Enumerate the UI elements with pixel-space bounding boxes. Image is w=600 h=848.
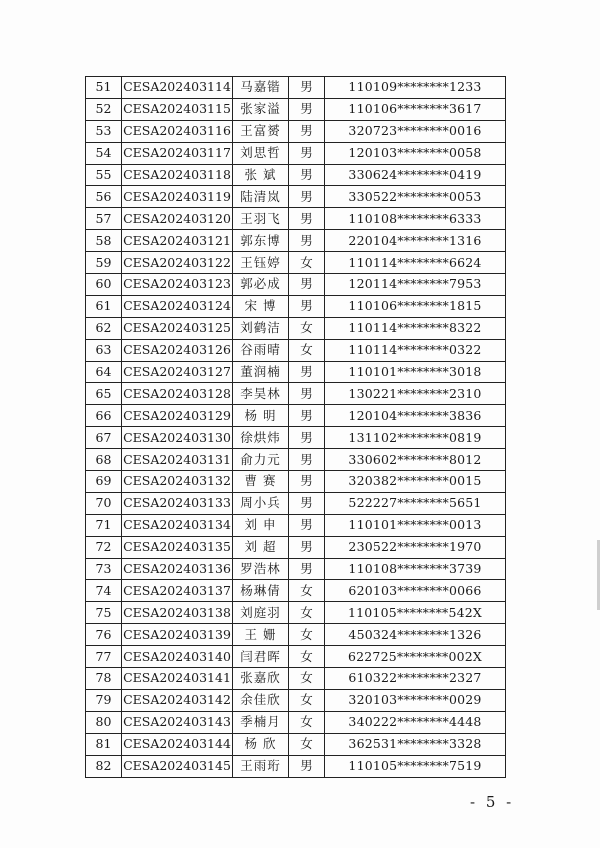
cell-number: 57 [86, 208, 122, 230]
cell-id-card: 320103********0029 [325, 689, 506, 711]
cell-gender: 男 [289, 558, 325, 580]
cell-id-card: 450324********1326 [325, 624, 506, 646]
cell-gender: 男 [289, 230, 325, 252]
table-row [86, 77, 506, 99]
cell-number: 55 [86, 164, 122, 186]
cell-gender: 男 [289, 755, 325, 777]
cell-number: 58 [86, 230, 122, 252]
cell-id-card: 320723********0016 [325, 120, 506, 142]
table-row [86, 186, 506, 208]
cell-number: 53 [86, 120, 122, 142]
cell-number: 56 [86, 186, 122, 208]
cell-gender: 男 [289, 492, 325, 514]
cell-registration-id: CESA202403138 [122, 602, 233, 624]
table-row [86, 164, 506, 186]
cell-name: 刘 超 [233, 536, 289, 558]
cell-id-card: 340222********4448 [325, 711, 506, 733]
table-row [86, 208, 506, 230]
cell-gender: 男 [289, 186, 325, 208]
cell-registration-id: CESA202403132 [122, 471, 233, 493]
table-row [86, 317, 506, 339]
cell-gender: 女 [289, 711, 325, 733]
cell-registration-id: CESA202403115 [122, 98, 233, 120]
table-row [86, 295, 506, 317]
cell-gender: 男 [289, 142, 325, 164]
cell-id-card: 620103********0066 [325, 580, 506, 602]
cell-registration-id: CESA202403126 [122, 339, 233, 361]
cell-number: 66 [86, 405, 122, 427]
cell-gender: 男 [289, 427, 325, 449]
cell-number: 70 [86, 492, 122, 514]
cell-registration-id: CESA202403120 [122, 208, 233, 230]
cell-id-card: 110109********1233 [325, 77, 506, 99]
cell-gender: 男 [289, 164, 325, 186]
cell-registration-id: CESA202403123 [122, 274, 233, 296]
cell-id-card: 110101********3018 [325, 361, 506, 383]
cell-number: 69 [86, 471, 122, 493]
cell-id-card: 220104********1316 [325, 230, 506, 252]
cell-name: 刘鹤洁 [233, 317, 289, 339]
cell-number: 64 [86, 361, 122, 383]
cell-id-card: 131102********0819 [325, 427, 506, 449]
cell-gender: 男 [289, 274, 325, 296]
cell-registration-id: CESA202403139 [122, 624, 233, 646]
cell-registration-id: CESA202403141 [122, 668, 233, 690]
cell-name: 董润楠 [233, 361, 289, 383]
cell-name: 杨琳倩 [233, 580, 289, 602]
cell-registration-id: CESA202403145 [122, 755, 233, 777]
table-row [86, 98, 506, 120]
cell-number: 54 [86, 142, 122, 164]
cell-gender: 女 [289, 602, 325, 624]
cell-number: 68 [86, 449, 122, 471]
cell-name: 曹 赛 [233, 471, 289, 493]
cell-name: 马嘉锴 [233, 77, 289, 99]
cell-name: 周小兵 [233, 492, 289, 514]
cell-registration-id: CESA202403140 [122, 646, 233, 668]
cell-name: 王雨珩 [233, 755, 289, 777]
table-row [86, 733, 506, 755]
cell-id-card: 330602********8012 [325, 449, 506, 471]
table-row [86, 252, 506, 274]
cell-gender: 男 [289, 449, 325, 471]
roster-table-body [86, 77, 506, 778]
cell-gender: 男 [289, 536, 325, 558]
cell-gender: 男 [289, 514, 325, 536]
cell-id-card: 120114********7953 [325, 274, 506, 296]
cell-registration-id: CESA202403116 [122, 120, 233, 142]
cell-id-card: 320382********0015 [325, 471, 506, 493]
cell-name: 李昊林 [233, 383, 289, 405]
cell-number: 82 [86, 755, 122, 777]
page-number: - 5 - [470, 793, 515, 811]
cell-gender: 女 [289, 689, 325, 711]
cell-name: 郭东博 [233, 230, 289, 252]
cell-number: 74 [86, 580, 122, 602]
cell-name: 王 姗 [233, 624, 289, 646]
cell-name: 杨 明 [233, 405, 289, 427]
cell-name: 王富赟 [233, 120, 289, 142]
cell-name: 张嘉欣 [233, 668, 289, 690]
cell-name: 余佳欣 [233, 689, 289, 711]
cell-name: 张 斌 [233, 164, 289, 186]
cell-registration-id: CESA202403129 [122, 405, 233, 427]
cell-number: 71 [86, 514, 122, 536]
table-row [86, 142, 506, 164]
cell-registration-id: CESA202403136 [122, 558, 233, 580]
cell-id-card: 522227********5651 [325, 492, 506, 514]
cell-gender: 男 [289, 98, 325, 120]
cell-number: 60 [86, 274, 122, 296]
table-row [86, 274, 506, 296]
cell-name: 刘庭羽 [233, 602, 289, 624]
table-row [86, 471, 506, 493]
cell-registration-id: CESA202403130 [122, 427, 233, 449]
cell-gender: 男 [289, 405, 325, 427]
cell-name: 陆清岚 [233, 186, 289, 208]
cell-id-card: 330624********0419 [325, 164, 506, 186]
cell-number: 62 [86, 317, 122, 339]
cell-gender: 女 [289, 317, 325, 339]
table-row [86, 383, 506, 405]
cell-gender: 男 [289, 120, 325, 142]
cell-gender: 男 [289, 295, 325, 317]
table-row [86, 602, 506, 624]
table-row [86, 711, 506, 733]
cell-registration-id: CESA202403144 [122, 733, 233, 755]
cell-number: 67 [86, 427, 122, 449]
cell-gender: 女 [289, 339, 325, 361]
cell-number: 52 [86, 98, 122, 120]
cell-id-card: 330522********0053 [325, 186, 506, 208]
table-row [86, 624, 506, 646]
cell-number: 59 [86, 252, 122, 274]
table-row [86, 427, 506, 449]
cell-name: 宋 博 [233, 295, 289, 317]
cell-registration-id: CESA202403118 [122, 164, 233, 186]
cell-number: 81 [86, 733, 122, 755]
table-row [86, 120, 506, 142]
cell-gender: 男 [289, 208, 325, 230]
table-row [86, 361, 506, 383]
cell-name: 罗浩林 [233, 558, 289, 580]
cell-id-card: 362531********3328 [325, 733, 506, 755]
cell-registration-id: CESA202403119 [122, 186, 233, 208]
table-row [86, 755, 506, 777]
cell-id-card: 110105********7519 [325, 755, 506, 777]
cell-registration-id: CESA202403135 [122, 536, 233, 558]
cell-number: 61 [86, 295, 122, 317]
cell-id-card: 110114********8322 [325, 317, 506, 339]
cell-name: 季楠月 [233, 711, 289, 733]
cell-id-card: 120103********0058 [325, 142, 506, 164]
cell-registration-id: CESA202403137 [122, 580, 233, 602]
cell-id-card: 110108********6333 [325, 208, 506, 230]
cell-registration-id: CESA202403125 [122, 317, 233, 339]
cell-id-card: 120104********3836 [325, 405, 506, 427]
cell-gender: 男 [289, 471, 325, 493]
cell-number: 65 [86, 383, 122, 405]
cell-number: 77 [86, 646, 122, 668]
cell-name: 刘思哲 [233, 142, 289, 164]
cell-gender: 女 [289, 733, 325, 755]
cell-name: 俞力元 [233, 449, 289, 471]
cell-name: 徐烘炜 [233, 427, 289, 449]
cell-id-card: 110101********0013 [325, 514, 506, 536]
cell-number: 76 [86, 624, 122, 646]
table-row [86, 689, 506, 711]
cell-gender: 男 [289, 77, 325, 99]
cell-name: 刘 申 [233, 514, 289, 536]
cell-registration-id: CESA202403122 [122, 252, 233, 274]
cell-number: 51 [86, 77, 122, 99]
roster-table [85, 76, 506, 778]
cell-registration-id: CESA202403127 [122, 361, 233, 383]
cell-number: 79 [86, 689, 122, 711]
cell-gender: 女 [289, 624, 325, 646]
cell-gender: 女 [289, 252, 325, 274]
cell-id-card: 110108********3739 [325, 558, 506, 580]
cell-name: 郭必成 [233, 274, 289, 296]
cell-registration-id: CESA202403134 [122, 514, 233, 536]
table-row [86, 405, 506, 427]
cell-name: 王羽飞 [233, 208, 289, 230]
cell-registration-id: CESA202403143 [122, 711, 233, 733]
cell-number: 63 [86, 339, 122, 361]
cell-number: 78 [86, 668, 122, 690]
cell-registration-id: CESA202403133 [122, 492, 233, 514]
table-row [86, 514, 506, 536]
cell-name: 张家溢 [233, 98, 289, 120]
table-row [86, 558, 506, 580]
cell-registration-id: CESA202403121 [122, 230, 233, 252]
cell-registration-id: CESA202403114 [122, 77, 233, 99]
cell-registration-id: CESA202403124 [122, 295, 233, 317]
table-row [86, 580, 506, 602]
cell-id-card: 110105********542X [325, 602, 506, 624]
cell-name: 谷雨晴 [233, 339, 289, 361]
cell-name: 王钰婷 [233, 252, 289, 274]
cell-id-card: 110114********0322 [325, 339, 506, 361]
cell-id-card: 130221********2310 [325, 383, 506, 405]
cell-id-card: 110106********3617 [325, 98, 506, 120]
table-row [86, 668, 506, 690]
cell-id-card: 110114********6624 [325, 252, 506, 274]
cell-id-card: 110106********1815 [325, 295, 506, 317]
cell-registration-id: CESA202403117 [122, 142, 233, 164]
cell-registration-id: CESA202403142 [122, 689, 233, 711]
table-row [86, 339, 506, 361]
cell-gender: 男 [289, 383, 325, 405]
cell-registration-id: CESA202403131 [122, 449, 233, 471]
cell-id-card: 230522********1970 [325, 536, 506, 558]
cell-name: 闫君晖 [233, 646, 289, 668]
cell-gender: 女 [289, 646, 325, 668]
table-row [86, 646, 506, 668]
cell-id-card: 622725********002X [325, 646, 506, 668]
cell-number: 80 [86, 711, 122, 733]
cell-gender: 男 [289, 361, 325, 383]
cell-registration-id: CESA202403128 [122, 383, 233, 405]
cell-gender: 女 [289, 580, 325, 602]
table-row [86, 449, 506, 471]
cell-id-card: 610322********2327 [325, 668, 506, 690]
cell-number: 72 [86, 536, 122, 558]
cell-name: 杨 欣 [233, 733, 289, 755]
cell-gender: 女 [289, 668, 325, 690]
cell-number: 73 [86, 558, 122, 580]
table-row [86, 536, 506, 558]
table-row [86, 492, 506, 514]
cell-number: 75 [86, 602, 122, 624]
table-row [86, 230, 506, 252]
